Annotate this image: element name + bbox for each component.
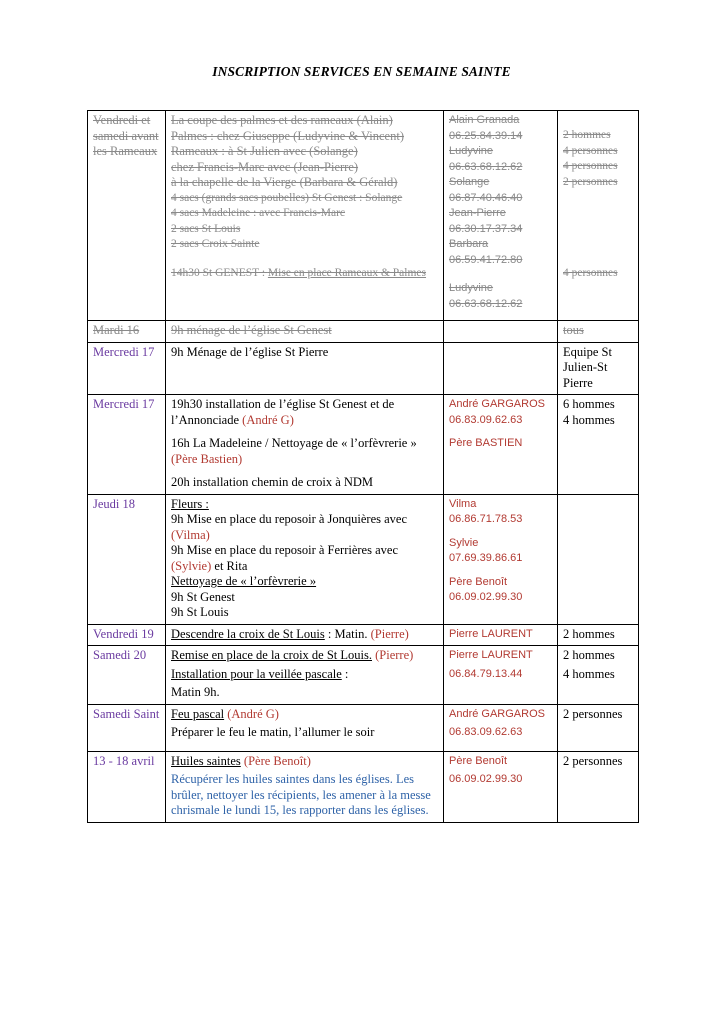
contact-phone: 07.69.39.86.61 <box>449 552 523 564</box>
contact-name: André GARGAROS <box>449 707 545 720</box>
people-cell <box>558 111 639 321</box>
table-row <box>88 111 639 321</box>
task-cell <box>166 111 444 321</box>
contact-name: Pierre LAURENT <box>449 627 533 640</box>
contact-phone: 06.84.79.13.44 <box>449 667 523 680</box>
table-row <box>88 751 639 822</box>
contact-name: Père Benoît <box>449 575 508 588</box>
task-line: Remise en place de la croix de St Louis. (Pierre) <box>171 648 414 662</box>
task-line: Matin 9h. <box>171 685 220 699</box>
date-text: Jeudi 18 <box>93 496 136 511</box>
contact-name: Jean-Pierre <box>449 207 506 219</box>
contact-name: Vilma <box>449 497 477 510</box>
table-row <box>88 395 639 495</box>
task-line: 9h ménage de l’église St Genest <box>171 323 332 337</box>
contact-name: Ludyvine <box>449 282 494 294</box>
table-row <box>88 494 639 624</box>
task-line: chez Francis-Marc avec (Jean-Pierre) <box>171 159 359 174</box>
people-count: 2 personnes <box>563 753 623 768</box>
people-count: tous <box>563 323 584 337</box>
contact-name: Père BASTIEN <box>449 437 523 449</box>
table-row <box>88 624 639 646</box>
date-text: 13 - 18 avril <box>93 753 155 768</box>
contact-cell <box>444 111 558 321</box>
people-count: 2 personnes <box>563 706 623 721</box>
people-count: 2 hommes <box>563 648 615 662</box>
task-line: Installation pour la veillée pascale : <box>171 666 349 681</box>
contact-phone: 06.09.02.99.30 <box>449 773 523 785</box>
contact-name: Sylvie <box>449 536 479 549</box>
contact-phone: 06.83.09.62.63 <box>449 726 523 738</box>
schedule-table <box>87 110 639 823</box>
contact-name: Père Benoît <box>449 754 508 767</box>
table-row <box>88 646 639 705</box>
contact-name: Solange <box>449 176 490 188</box>
task-line: Préparer le feu le matin, l’allumer le soir <box>171 725 375 739</box>
people-count: 4 hommes <box>563 412 615 427</box>
contact-phone: 06.59.41.72.80 <box>449 253 523 266</box>
task-line: Feu pascal (André G) <box>171 706 279 721</box>
contact-phone: 06.83.09.62.63 <box>449 413 523 426</box>
contact-name: Barbara <box>449 238 489 250</box>
assignee: (André G) <box>224 706 279 721</box>
assignee: (Vilma) <box>171 527 210 542</box>
task-line: 14h30 St GENEST : Mise en place Rameaux & Palmes <box>171 266 427 279</box>
assignee: (Pierre) <box>370 626 409 641</box>
task-line: 16h La Madeleine / Nettoyage de « l’orfèvrerie » (Père Bastien) <box>171 436 417 466</box>
task-line: 4 sacs Madeleine : avec Francis-Marc <box>171 207 346 219</box>
task-line: 9h St Louis <box>171 605 229 619</box>
people-count: 4 hommes <box>563 666 615 681</box>
task-line: Huiles saintes (Père Benoît) <box>171 753 311 768</box>
task-line: La coupe des palmes et des rameaux (Alain) <box>171 113 393 127</box>
task-line: 9h Mise en place du reposoir à Ferrières avec (Sylvie) et Rita <box>171 543 398 573</box>
task-description: Récupérer les huiles saintes dans les églises. Les brûler, nettoyer les récipients, les amener à la messe chrismale le lundi 15, les rapporter dans les églises. <box>171 772 431 817</box>
table-row <box>88 342 639 395</box>
contact-phone: 06.86.71.78.53 <box>449 513 523 525</box>
date-text: Samedi 20 <box>93 648 147 662</box>
assignee: (Pierre) <box>371 648 414 662</box>
task-line: 9h Ménage de l’église St Pierre <box>171 344 329 359</box>
assignee: (André G) <box>242 412 294 427</box>
contact-phone: 06.09.02.99.30 <box>449 591 523 603</box>
contact-phone: 06.87.40.46.40 <box>449 191 523 204</box>
task-line: 4 sacs (grands sacs poubelles) St Genest : Solange <box>171 191 403 204</box>
task-line: Rameaux : à St Julien avec (Solange) <box>171 144 358 158</box>
people-count: 2 hommes <box>563 129 611 141</box>
section-heading: Nettoyage de « l’orfèvrerie » <box>171 574 317 588</box>
task-line: à la chapelle de la Vierge (Barbara & Gérald) <box>171 175 398 189</box>
task-line: 19h30 installation de l’église St Genest et de l’Annonciade (André G) <box>171 397 395 427</box>
task-line: 9h St Genest <box>171 589 235 604</box>
task-line: Palmes : chez Giuseppe (Ludyvine & Vincent) <box>171 128 404 143</box>
assignee: (Père Benoît) <box>240 753 311 768</box>
task-line: 20h installation chemin de croix à NDM <box>171 475 374 489</box>
task-line: Descendre la croix de St Louis : Matin. (Pierre) <box>171 626 409 641</box>
contact-phone: 06.63.68.12.62 <box>449 297 523 310</box>
date-text: Mercredi 17 <box>93 397 155 411</box>
date-text: Mardi 16 <box>93 323 140 337</box>
date-cell <box>88 111 166 321</box>
table-row <box>88 321 639 343</box>
contact-name: Ludyvine <box>449 145 494 157</box>
contact-name: Pierre LAURENT <box>449 649 533 661</box>
section-heading: Fleurs : <box>171 496 209 511</box>
task-line: 2 sacs St Louis <box>171 222 241 235</box>
date-text: Vendredi et samedi avant les Rameaux <box>93 113 159 158</box>
date-text: Samedi Saint <box>93 706 160 721</box>
task-line: 9h Mise en place du reposoir à Jonquières avec (Vilma) <box>171 512 408 542</box>
people-count: 6 hommes <box>563 397 615 411</box>
people-count: 2 personnes <box>563 175 618 188</box>
people-count: 4 personnes <box>563 144 618 157</box>
page-title: INSCRIPTION SERVICES EN SEMAINE SAINTE <box>212 64 511 79</box>
people-count: 4 personnes <box>563 267 618 279</box>
contact-name: André GARGAROS <box>449 398 545 410</box>
table-row <box>88 704 639 751</box>
assignee: (Père Bastien) <box>171 451 243 466</box>
task-line: 2 sacs Croix Sainte <box>171 238 260 250</box>
assignee: (Sylvie) <box>171 558 212 573</box>
contact-name: Alain Granada <box>449 114 520 126</box>
contact-phone: 06.63.68.12.62 <box>449 160 523 173</box>
people-count: Equipe St Julien-St Pierre <box>563 344 612 390</box>
people-count: 2 hommes <box>563 626 615 641</box>
date-text: Mercredi 17 <box>93 344 155 359</box>
contact-phone: 06.25.84.39.14 <box>449 129 523 142</box>
people-count: 4 personnes <box>563 160 618 172</box>
date-text: Vendredi 19 <box>93 626 154 641</box>
contact-phone: 06.30.17.37.34 <box>449 222 523 235</box>
